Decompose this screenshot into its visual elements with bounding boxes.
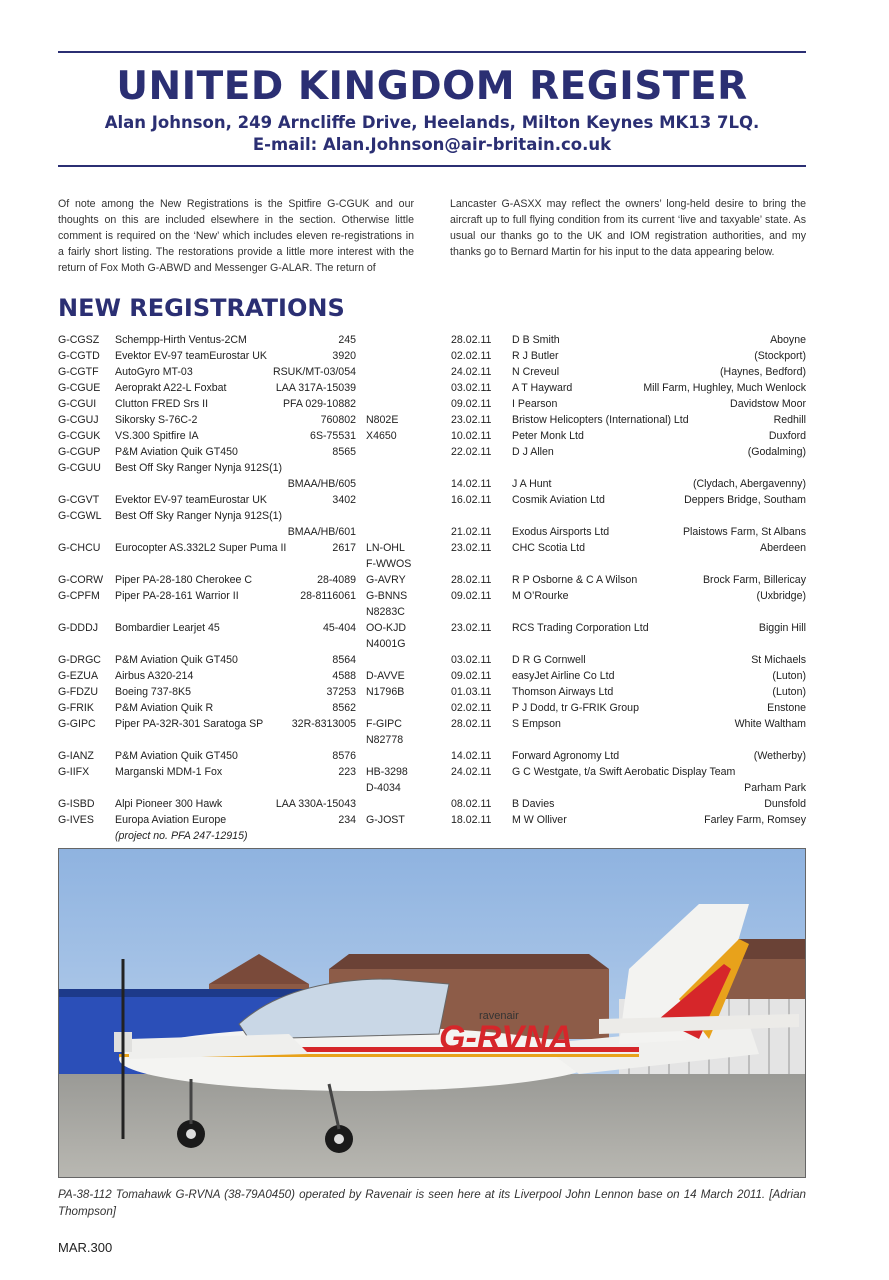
reg-mark: G-CHCU — [58, 542, 101, 554]
previous-identity: N1796B — [366, 686, 405, 698]
registration-date: 02.02.11 — [451, 702, 492, 714]
owner-name: Exodus Airsports Ltd — [512, 526, 610, 538]
base-location: (Wetherby) — [753, 750, 806, 762]
owner-name: R J Butler — [512, 350, 559, 362]
constructor-number: 45-404 — [323, 622, 356, 634]
aircraft-type: AutoGyro MT-03 — [115, 366, 193, 378]
previous-identity: G-JOST — [366, 814, 405, 826]
base-location: (Stockport) — [754, 350, 806, 362]
table-row — [0, 684, 889, 700]
table-row — [0, 716, 889, 732]
owner-name: M O’Rourke — [512, 590, 569, 602]
constructor-number: 3402 — [332, 494, 356, 506]
reg-mark: G-CGUI — [58, 398, 97, 410]
reg-mark: G-CGUE — [58, 382, 101, 394]
constructor-number: LAA 330A-15043 — [275, 798, 356, 810]
table-row — [0, 604, 889, 620]
table-row — [0, 412, 889, 428]
previous-identity: N8283C — [366, 606, 405, 618]
table-row — [0, 588, 889, 604]
base-location: Plaistows Farm, St Albans — [682, 526, 806, 538]
aircraft-type: Sikorsky S-76C-2 — [115, 414, 198, 426]
previous-identity: N82778 — [366, 734, 404, 746]
registration-date: 08.02.11 — [451, 798, 492, 810]
aircraft-type: Piper PA-28-161 Warrior II — [115, 590, 239, 602]
aircraft-type: Evektor EV-97 teamEurostar UK — [115, 350, 267, 362]
section-title: NEW REGISTRATIONS — [58, 294, 345, 322]
constructor-number: 37253 — [326, 686, 356, 698]
top-rule — [58, 51, 806, 53]
constructor-number: 234 — [338, 814, 356, 826]
previous-identity: OO-KJD — [366, 622, 407, 634]
aircraft-type: Aeroprakt A22-L Foxbat — [115, 382, 227, 394]
aircraft-photo — [58, 848, 806, 1178]
aircraft-type: Clutton FRED Srs II — [115, 398, 209, 410]
operator-logo-text: ravenair — [479, 1010, 519, 1022]
header-bottom-rule — [58, 165, 806, 167]
constructor-number: 2617 — [332, 542, 356, 554]
reg-mark: G-GIPC — [58, 718, 96, 730]
base-location: (Luton) — [772, 686, 806, 698]
owner-name: CHC Scotia Ltd — [512, 542, 586, 554]
base-location: Enstone — [767, 702, 806, 714]
previous-identity: G-AVRY — [366, 574, 406, 586]
previous-identity: D-4034 — [366, 782, 401, 794]
aircraft-photo-illustration — [59, 849, 806, 1178]
owner-name: A T Hayward — [512, 382, 573, 394]
aircraft-type: Boeing 737-8K5 — [115, 686, 191, 698]
previous-identity: HB-3298 — [366, 766, 408, 778]
owner-name: Peter Monk Ltd — [512, 430, 584, 442]
registration-date: 14.02.11 — [451, 478, 492, 490]
owner-name: I Pearson — [512, 398, 558, 410]
author-email: E-mail: Alan.Johnson@air-britain.co.uk — [252, 135, 612, 154]
table-row — [0, 748, 889, 764]
aircraft-type: Piper PA-32R-301 Saratoga SP — [115, 718, 264, 730]
aircraft-type: Eurocopter AS.332L2 Super Puma II — [115, 542, 287, 554]
reg-mark: G-FRIK — [58, 702, 94, 714]
aircraft-type: Schempp-Hirth Ventus-2CM — [115, 334, 247, 346]
reg-mark: G-CGUU — [58, 462, 101, 474]
owner-name: B Davies — [512, 798, 555, 810]
owner-name: Cosmik Aviation Ltd — [512, 494, 605, 506]
registration-date: 28.02.11 — [451, 334, 492, 346]
aircraft-type: Best Off Sky Ranger Nynja 912S(1) — [115, 462, 283, 474]
previous-identity: F-GIPC — [366, 718, 402, 730]
intro-right-text: Lancaster G-ASXX may reflect the owners’ long-held desire to bring the aircraft up to full flying condition from its current ‘live and taxyable’ state. As usual our thanks go to the UK and IOM registration authorities, and my thanks go to Bernard Martin for his input to the data appearing below. — [450, 198, 806, 258]
base-location: White Waltham — [734, 718, 806, 730]
constructor-number: 6S-75531 — [310, 430, 356, 442]
owner-name: Forward Agronomy Ltd — [512, 750, 620, 762]
base-location: (Clydach, Abergavenny) — [692, 478, 806, 490]
owner-name: M W Olliver — [512, 814, 567, 826]
previous-identity: N802E — [366, 414, 399, 426]
table-row — [0, 508, 889, 524]
table-row — [0, 348, 889, 364]
aircraft-type: Marganski MDM-1 Fox — [115, 766, 223, 778]
table-row — [0, 700, 889, 716]
table-row — [0, 828, 889, 844]
intro-left-column — [58, 196, 414, 276]
previous-identity: F-WWOS — [366, 558, 412, 570]
previous-identity: N4001G — [366, 638, 406, 650]
base-location: Deppers Bridge, Southam — [684, 494, 806, 506]
reg-mark: G-CPFM — [58, 590, 100, 602]
owner-name: D R G Cornwell — [512, 654, 586, 666]
table-row — [0, 492, 889, 508]
reg-mark: G-ISBD — [58, 798, 95, 810]
registration-date: 23.02.11 — [451, 622, 492, 634]
aircraft-type: Airbus A320-214 — [115, 670, 194, 682]
table-row — [0, 732, 889, 748]
constructor-number: BMAA/HB/605 — [287, 478, 356, 490]
constructor-number: BMAA/HB/601 — [287, 526, 356, 538]
base-location: Aboyne — [770, 334, 806, 346]
table-row — [0, 780, 889, 796]
aircraft-registration-text: G-RVNA — [439, 1019, 574, 1057]
constructor-number: 8576 — [332, 750, 356, 762]
aircraft-type: Evektor EV-97 teamEurostar UK — [115, 494, 267, 506]
base-location: Parham Park — [744, 782, 806, 794]
photo-caption: PA-38-112 Tomahawk G-RVNA (38-79A0450) operated by Ravenair is seen here at its Liverpool John Lennon base on 14 March 2011. [Adrian Thompson] — [58, 1188, 806, 1218]
constructor-number: 245 — [338, 334, 356, 346]
table-row — [0, 668, 889, 684]
aircraft-type: Best Off Sky Ranger Nynja 912S(1) — [115, 510, 283, 522]
table-row — [0, 476, 889, 492]
reg-mark: G-CGSZ — [58, 334, 100, 346]
registration-date: 09.02.11 — [451, 398, 492, 410]
aircraft-type: (project no. PFA 247-12915) — [115, 830, 248, 842]
registration-date: 24.02.11 — [451, 366, 492, 378]
base-location: Biggin Hill — [758, 622, 806, 634]
registration-date: 21.02.11 — [451, 526, 492, 538]
table-row — [0, 428, 889, 444]
table-row — [0, 540, 889, 556]
constructor-number: 760802 — [320, 414, 356, 426]
reg-mark: G-EZUA — [58, 670, 99, 682]
constructor-number: PFA 029-10882 — [282, 398, 356, 410]
constructor-number: 28-4089 — [317, 574, 356, 586]
previous-identity: G-BNNS — [366, 590, 408, 602]
table-row — [0, 636, 889, 652]
table-row — [0, 524, 889, 540]
table-row — [0, 444, 889, 460]
constructor-number: 4588 — [332, 670, 356, 682]
registration-date: 02.02.11 — [451, 350, 492, 362]
aircraft-type: P&M Aviation Quik GT450 — [115, 446, 238, 458]
registration-date: 03.02.11 — [451, 382, 492, 394]
owner-name: easyJet Airline Co Ltd — [512, 670, 615, 682]
reg-mark: G-CORW — [58, 574, 104, 586]
owner-name: Bristow Helicopters (International) Ltd — [512, 414, 689, 426]
base-location: (Haynes, Bedford) — [720, 366, 806, 378]
registration-date: 03.02.11 — [451, 654, 492, 666]
aircraft-type: Bombardier Learjet 45 — [115, 622, 220, 634]
base-location: Brock Farm, Billericay — [702, 574, 806, 586]
base-location: (Luton) — [772, 670, 806, 682]
reg-mark: G-CGWL — [58, 510, 102, 522]
constructor-number: LAA 317A-15039 — [275, 382, 356, 394]
aircraft-type: Alpi Pioneer 300 Hawk — [115, 798, 223, 810]
aircraft-type: VS.300 Spitfire IA — [115, 430, 199, 442]
base-location: Aberdeen — [760, 542, 806, 554]
reg-mark: G-IANZ — [58, 750, 94, 762]
owner-name: N Creveul — [512, 366, 560, 378]
registration-date: 10.02.11 — [451, 430, 492, 442]
reg-mark: G-CGTD — [58, 350, 100, 362]
registration-date: 23.02.11 — [451, 542, 492, 554]
owner-name: S Empson — [512, 718, 561, 730]
owner-name: J A Hunt — [512, 478, 552, 490]
constructor-number: 28-8116061 — [300, 590, 356, 602]
base-location: (Uxbridge) — [756, 590, 806, 602]
previous-identity: X4650 — [366, 430, 397, 442]
reg-mark: G-DRGC — [58, 654, 101, 666]
owner-name: P J Dodd, tr G-FRIK Group — [512, 702, 639, 714]
table-row — [0, 460, 889, 476]
owner-name: D J Allen — [512, 446, 554, 458]
base-location: Redhill — [773, 414, 806, 426]
reg-mark: G-IVES — [58, 814, 94, 826]
owner-name: G C Westgate, t/a Swift Aerobatic Display Team — [512, 766, 736, 778]
reg-mark: G-CGUP — [58, 446, 101, 458]
table-row — [0, 572, 889, 588]
reg-mark: G-CGTF — [58, 366, 99, 378]
base-location: Davidstow Moor — [730, 398, 806, 410]
base-location: Mill Farm, Hughley, Much Wenlock — [643, 382, 806, 394]
intro-right-column — [450, 196, 806, 260]
owner-name: D B Smith — [512, 334, 560, 346]
constructor-number: 8565 — [332, 446, 356, 458]
constructor-number: 32R-8313005 — [291, 718, 356, 730]
registration-date: 16.02.11 — [451, 494, 492, 506]
reg-mark: G-CGVT — [58, 494, 100, 506]
registration-date: 28.02.11 — [451, 574, 492, 586]
owner-name: Thomson Airways Ltd — [512, 686, 614, 698]
reg-mark: G-CGUJ — [58, 414, 99, 426]
aircraft-type: P&M Aviation Quik GT450 — [115, 654, 238, 666]
owner-name: R P Osborne & C A Wilson — [512, 574, 638, 586]
table-row — [0, 652, 889, 668]
base-location: (Godalming) — [747, 446, 806, 458]
constructor-number: 3920 — [332, 350, 356, 362]
page-number: MAR.300 — [58, 1240, 113, 1255]
table-row — [0, 764, 889, 780]
table-row — [0, 812, 889, 828]
table-row — [0, 332, 889, 348]
registration-date: 09.02.11 — [451, 590, 492, 602]
reg-mark: G-CGUK — [58, 430, 101, 442]
table-row — [0, 620, 889, 636]
author-address: Alan Johnson, 249 Arncliffe Drive, Heelands, Milton Keynes MK13 7LQ. — [104, 113, 760, 132]
registration-date: 22.02.11 — [451, 446, 492, 458]
previous-identity: D-AVVE — [366, 670, 405, 682]
registration-date: 18.02.11 — [451, 814, 492, 826]
base-location: Farley Farm, Romsey — [704, 814, 806, 826]
base-location: Duxford — [768, 430, 806, 442]
constructor-number: 223 — [338, 766, 356, 778]
registration-date: 01.03.11 — [451, 686, 492, 698]
registration-date: 23.02.11 — [451, 414, 492, 426]
table-row — [0, 796, 889, 812]
registration-date: 28.02.11 — [451, 718, 492, 730]
intro-left-text: Of note among the New Registrations is the Spitfire G-CGUK and our thoughts on this are included elsewhere in the section. Otherwise little comment is required on the ‘New’ which includes eleven re-registrations in a fairly short listing. The restorations provide a little more interest with the return of Fox Moth G-ABWD and Messenger G-ALAR. The return of — [58, 198, 414, 274]
table-row — [0, 396, 889, 412]
aircraft-type: Piper PA-28-180 Cherokee C — [115, 574, 253, 586]
page-title: UNITED KINGDOM REGISTER — [116, 64, 748, 109]
registration-date: 09.02.11 — [451, 670, 492, 682]
aircraft-type: Europa Aviation Europe — [115, 814, 227, 826]
aircraft-type: P&M Aviation Quik R — [115, 702, 214, 714]
base-location: St Michaels — [751, 654, 806, 666]
aircraft-type: P&M Aviation Quik GT450 — [115, 750, 238, 762]
constructor-number: 8564 — [332, 654, 356, 666]
table-row — [0, 364, 889, 380]
constructor-number: 8562 — [332, 702, 356, 714]
previous-identity: LN-OHL — [366, 542, 405, 554]
base-location: Dunsfold — [764, 798, 806, 810]
owner-name: RCS Trading Corporation Ltd — [512, 622, 649, 634]
registration-date: 24.02.11 — [451, 766, 492, 778]
table-row — [0, 556, 889, 572]
reg-mark: G-IIFX — [58, 766, 90, 778]
table-row — [0, 380, 889, 396]
reg-mark: G-DDDJ — [58, 622, 99, 634]
registration-date: 14.02.11 — [451, 750, 492, 762]
reg-mark: G-FDZU — [58, 686, 99, 698]
constructor-number: RSUK/MT-03/054 — [272, 366, 356, 378]
